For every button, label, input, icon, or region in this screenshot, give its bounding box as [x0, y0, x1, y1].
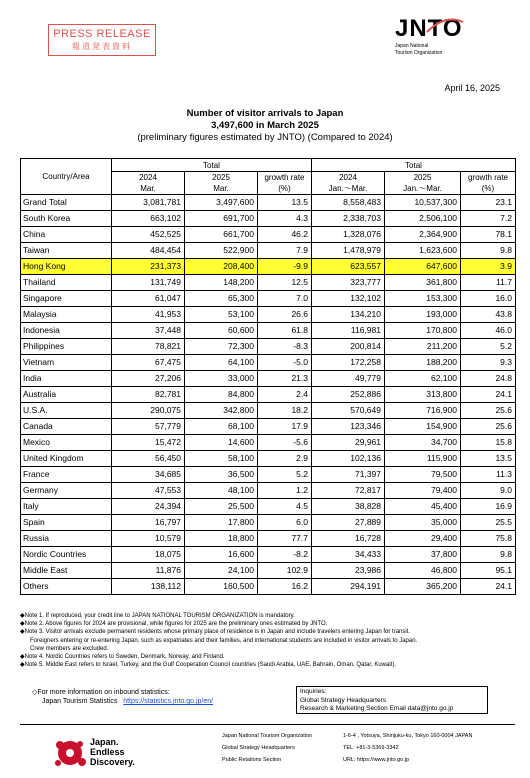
release-date: April 16, 2025	[444, 83, 500, 93]
mar-2025-cell: 14,600	[185, 435, 258, 451]
mar-2025-cell: 18,800	[185, 531, 258, 547]
inquiries-box	[296, 686, 488, 714]
mar-2024-cell: 34,685	[112, 467, 185, 483]
mar-2024-cell: 16,797	[112, 515, 185, 531]
col-2025-cum: 2025	[385, 172, 461, 184]
mar-growth-cell: -9.9	[258, 259, 312, 275]
note-4: ◆Note 4. Nordic Countries refers to Sweden, Denmark, Norway, and Finland.	[20, 654, 225, 661]
cum-2024-cell: 38,828	[312, 499, 385, 515]
mar-2025-cell: 24,100	[185, 563, 258, 579]
country-cell: Spain	[21, 515, 112, 531]
cum-2024-cell: 34,433	[312, 547, 385, 563]
cum-2025-cell: 79,500	[385, 467, 461, 483]
col-2024-mar: 2024	[112, 172, 185, 184]
footer-org-1: Japan National Tourism Organization	[222, 733, 313, 739]
endless-discovery-logo	[52, 733, 142, 773]
press-release-jp-label: 報道発表資料	[72, 42, 132, 51]
cum-growth-cell: 9.0	[461, 483, 516, 499]
brand-line-3: Discovery.	[90, 757, 135, 767]
table-row	[21, 451, 516, 467]
cum-2025-cell: 716,900	[385, 403, 461, 419]
cum-2024-cell: 2,338,703	[312, 211, 385, 227]
country-cell: Mexico	[21, 435, 112, 451]
cumulative-total-header: Total	[312, 159, 516, 172]
mar-2024-cell: 484,454	[112, 243, 185, 259]
mar-2025-cell: 3,497,600	[185, 195, 258, 211]
table-row	[21, 531, 516, 547]
footer-tel: TEL: +81-3-5369-3342	[343, 745, 399, 751]
cum-growth-cell: 78.1	[461, 227, 516, 243]
cum-2025-cell: 34,700	[385, 435, 461, 451]
footer-org-2: Global Strategy Headquarters	[222, 745, 295, 751]
mar-2025-cell: 148,200	[185, 275, 258, 291]
note-1: ◆Note 1. If reproduced, your credit line to JAPAN NATIONAL TOURISM ORGANIZATION is mandatory.	[20, 613, 295, 619]
cum-2025-cell: 115,900	[385, 451, 461, 467]
table-row	[21, 259, 516, 275]
mar-growth-cell: -5.0	[258, 355, 312, 371]
cum-2024-cell: 172,258	[312, 355, 385, 371]
table-row	[21, 371, 516, 387]
country-cell: China	[21, 227, 112, 243]
cum-2024-cell: 16,728	[312, 531, 385, 547]
mar-2025-cell: 65,300	[185, 291, 258, 307]
mar-growth-cell: 61.8	[258, 323, 312, 339]
mar-growth-cell: 102.9	[258, 563, 312, 579]
cum-growth-cell: 7.2	[461, 211, 516, 227]
mar-2024-cell: 663,102	[112, 211, 185, 227]
mar-growth-cell: 18.2	[258, 403, 312, 419]
country-cell: Malaysia	[21, 307, 112, 323]
cum-2024-cell: 1,328,076	[312, 227, 385, 243]
cum-growth-cell: 25.5	[461, 515, 516, 531]
mar-2025-cell: 36,500	[185, 467, 258, 483]
cum-2024-cell: 23,986	[312, 563, 385, 579]
table-row	[21, 307, 516, 323]
mar-2024-cell: 3,081,781	[112, 195, 185, 211]
cum-2025-cell: 188,200	[385, 355, 461, 371]
cum-2025-cell: 365,200	[385, 579, 461, 595]
table-row	[21, 275, 516, 291]
cum-2025-cell: 647,600	[385, 259, 461, 275]
cum-2024-cell: 27,889	[312, 515, 385, 531]
footer-org-3: Public Relations Section	[222, 757, 282, 763]
cum-2024-cell: 72,817	[312, 483, 385, 499]
mar-2024-cell: 131,749	[112, 275, 185, 291]
cum-2025-cell: 153,300	[385, 291, 461, 307]
footer-divider	[20, 724, 515, 725]
cum-2025-cell: 1,623,600	[385, 243, 461, 259]
table-row	[21, 563, 516, 579]
cum-2025-cell: 2,364,900	[385, 227, 461, 243]
mar-2025-cell: 160,500	[185, 579, 258, 595]
mar-growth-cell: 2.9	[258, 451, 312, 467]
mar-2024-cell: 57,779	[112, 419, 185, 435]
country-cell: Canada	[21, 419, 112, 435]
table-row	[21, 339, 516, 355]
inquiries-line-1: Global Strategy Headquarters	[300, 696, 386, 704]
cum-2025-cell: 35,000	[385, 515, 461, 531]
table-row	[21, 515, 516, 531]
mar-2025-cell: 522,900	[185, 243, 258, 259]
mar-2025-cell: 53,100	[185, 307, 258, 323]
mar-2024-cell: 37,448	[112, 323, 185, 339]
cum-2025-cell: 193,000	[385, 307, 461, 323]
cum-growth-cell: 15.8	[461, 435, 516, 451]
mar-growth-cell: 2.4	[258, 387, 312, 403]
col-2024-mar-period: Mar.	[112, 183, 185, 195]
table-row	[21, 579, 516, 595]
mar-growth-cell: 7.0	[258, 291, 312, 307]
country-cell: Australia	[21, 387, 112, 403]
mar-2024-cell: 78,821	[112, 339, 185, 355]
footer-contact	[343, 730, 472, 766]
cum-growth-cell: 9.8	[461, 243, 516, 259]
cum-growth-cell: 25.6	[461, 403, 516, 419]
mar-2024-cell: 82,781	[112, 387, 185, 403]
mar-2025-cell: 33,000	[185, 371, 258, 387]
country-cell: Nordic Countries	[21, 547, 112, 563]
table-row	[21, 291, 516, 307]
mar-2025-cell: 208,400	[185, 259, 258, 275]
col-2025-mar-period: Mar.	[185, 183, 258, 195]
visitor-table	[20, 158, 515, 595]
inquiries-line-2: Research & Marketing Section Email	[300, 705, 406, 712]
mar-growth-cell: 26.6	[258, 307, 312, 323]
country-cell: Middle East	[21, 563, 112, 579]
table-row	[21, 355, 516, 371]
cum-growth-cell: 24.1	[461, 387, 516, 403]
cum-2025-cell: 29,400	[385, 531, 461, 547]
note-3: ◆Note 3. Visitor arrivals exclude permanent residents whose primary place of residence is in Japan and include travelers entering Japan for transit.	[20, 629, 411, 636]
country-cell: U.S.A.	[21, 403, 112, 419]
mar-2025-cell: 661,700	[185, 227, 258, 243]
mar-2024-cell: 290,075	[112, 403, 185, 419]
cum-growth-cell: 5.2	[461, 339, 516, 355]
table-row	[21, 211, 516, 227]
cum-growth-cell: 75.8	[461, 531, 516, 547]
mar-growth-cell: 4.3	[258, 211, 312, 227]
cum-2024-cell: 49,779	[312, 371, 385, 387]
country-cell: France	[21, 467, 112, 483]
note-2: ◆Note 2. Above figures for 2024 are provisional, while figures for 2025 are the preliminary ones estimated by JNTO.	[20, 621, 328, 628]
country-col-header: Country/Area	[21, 159, 112, 195]
mar-growth-cell: 17.9	[258, 419, 312, 435]
cum-2024-cell: 134,210	[312, 307, 385, 323]
mar-growth-cell: 6.0	[258, 515, 312, 531]
mar-2024-cell: 56,450	[112, 451, 185, 467]
table-row	[21, 483, 516, 499]
statistics-info	[32, 688, 213, 706]
country-cell: Germany	[21, 483, 112, 499]
table-row	[21, 227, 516, 243]
cum-2025-cell: 361,800	[385, 275, 461, 291]
cum-growth-cell: 16.0	[461, 291, 516, 307]
mar-2025-cell: 60,600	[185, 323, 258, 339]
mar-growth-cell: 16.2	[258, 579, 312, 595]
footer-address: 1-6-4 , Yotsuya, Shinjuku-ku, Tokyo 160-0004 JAPAN	[343, 733, 473, 739]
mar-2024-cell: 27,206	[112, 371, 185, 387]
press-release-badge	[48, 24, 156, 56]
mar-growth-cell: 21.3	[258, 371, 312, 387]
country-cell: Grand Total	[21, 195, 112, 211]
mar-growth-cell: 46.2	[258, 227, 312, 243]
cum-2025-cell: 211,200	[385, 339, 461, 355]
mar-2025-cell: 48,100	[185, 483, 258, 499]
mar-growth-cell: -8.2	[258, 547, 312, 563]
table-row	[21, 387, 516, 403]
mar-2025-cell: 342,800	[185, 403, 258, 419]
country-cell: Taiwan	[21, 243, 112, 259]
cum-growth-cell: 13.5	[461, 451, 516, 467]
table-body	[21, 195, 516, 595]
col-2025-mar: 2025	[185, 172, 258, 184]
cum-2025-cell: 170,800	[385, 323, 461, 339]
cum-2025-cell: 45,400	[385, 499, 461, 515]
mar-2024-cell: 11,876	[112, 563, 185, 579]
title-line-1: Number of visitor arrivals to Japan	[186, 108, 344, 119]
country-cell: Indonesia	[21, 323, 112, 339]
col-2024-cum-period: Jan.～Mar.	[312, 183, 385, 195]
cum-2024-cell: 252,886	[312, 387, 385, 403]
logo-subtitle-1: Japan National	[395, 43, 429, 49]
mar-2025-cell: 58,100	[185, 451, 258, 467]
cum-growth-cell: 95.1	[461, 563, 516, 579]
inquiries-title: Inquiries:	[300, 688, 327, 695]
mar-2025-cell: 16,600	[185, 547, 258, 563]
table-row	[21, 499, 516, 515]
mar-growth-cell: -5.6	[258, 435, 312, 451]
info-label: Japan Tourism Statistics	[42, 698, 118, 705]
cum-growth-cell: 24.8	[461, 371, 516, 387]
monthly-total-header: Total	[112, 159, 312, 172]
mar-2025-cell: 84,800	[185, 387, 258, 403]
cum-2025-cell: 46,800	[385, 563, 461, 579]
table-row	[21, 323, 516, 339]
note-3-cont-2: Crew members are excluded.	[30, 645, 109, 652]
note-5: ◆Note 5. Middle East refers to Israel, Turkey, and the Gulf Cooperation Council countries (Saudi Arabia, UAE, Bahrain, Oman, Qatar, Kuwait).	[20, 662, 397, 669]
mar-2025-cell: 64,100	[185, 355, 258, 371]
cum-growth-cell: 11.3	[461, 467, 516, 483]
document-title	[0, 108, 530, 144]
info-line: ◇For more information on inbound statistics:	[32, 689, 170, 696]
country-cell: South Korea	[21, 211, 112, 227]
country-cell: Singapore	[21, 291, 112, 307]
table-row	[21, 403, 516, 419]
jnto-logo	[395, 16, 475, 62]
mar-2025-cell: 25,500	[185, 499, 258, 515]
mar-2024-cell: 138,112	[112, 579, 185, 595]
mar-growth-cell: 13.5	[258, 195, 312, 211]
cum-growth-cell: 46.0	[461, 323, 516, 339]
cum-2025-cell: 313,800	[385, 387, 461, 403]
country-cell: United Kingdom	[21, 451, 112, 467]
cum-2025-cell: 37,800	[385, 547, 461, 563]
mar-2024-cell: 452,525	[112, 227, 185, 243]
table-row	[21, 435, 516, 451]
mar-2025-cell: 72,300	[185, 339, 258, 355]
title-line-2: 3,497,600 in March 2025	[211, 120, 319, 131]
cum-2024-cell: 116,981	[312, 323, 385, 339]
mar-2025-cell: 17,800	[185, 515, 258, 531]
cum-2025-cell: 62,100	[385, 371, 461, 387]
cum-2024-cell: 570,649	[312, 403, 385, 419]
cum-2024-cell: 200,814	[312, 339, 385, 355]
cum-growth-cell: 23.1	[461, 195, 516, 211]
cum-2024-cell: 29,961	[312, 435, 385, 451]
cum-growth-cell: 43.8	[461, 307, 516, 323]
country-cell: Russia	[21, 531, 112, 547]
footer-organization	[222, 730, 312, 766]
cum-2024-cell: 623,557	[312, 259, 385, 275]
cum-growth-cell: 3.9	[461, 259, 516, 275]
statistics-link[interactable]: https://statistics.jnto.go.jp/en/	[123, 698, 214, 705]
mar-2025-cell: 68,100	[185, 419, 258, 435]
country-cell: Philippines	[21, 339, 112, 355]
cum-2024-cell: 294,191	[312, 579, 385, 595]
mar-2024-cell: 67,475	[112, 355, 185, 371]
mar-2024-cell: 15,472	[112, 435, 185, 451]
col-growth-mar: growth rate	[258, 172, 312, 184]
cum-2024-cell: 102,136	[312, 451, 385, 467]
mar-growth-cell: 4.5	[258, 499, 312, 515]
country-cell: Thailand	[21, 275, 112, 291]
table-row	[21, 419, 516, 435]
logo-subtitle-2: Tourism Organization	[395, 50, 443, 56]
cum-growth-cell: 25.6	[461, 419, 516, 435]
table-row	[21, 467, 516, 483]
cum-growth-cell: 24.1	[461, 579, 516, 595]
table-row	[21, 195, 516, 211]
col-2024-cum: 2024	[312, 172, 385, 184]
cum-2025-cell: 2,506,100	[385, 211, 461, 227]
mar-2024-cell: 61,047	[112, 291, 185, 307]
brand-line-1: Japan.	[90, 737, 119, 747]
cum-2024-cell: 8,558,483	[312, 195, 385, 211]
blossom-icon	[52, 735, 88, 771]
country-cell: Others	[21, 579, 112, 595]
cum-2025-cell: 79,400	[385, 483, 461, 499]
cum-growth-cell: 9.8	[461, 547, 516, 563]
table-row	[21, 547, 516, 563]
inquiries-email[interactable]: data@jnto.go.jp	[407, 705, 454, 712]
title-line-3: (preliminary figures estimated by JNTO) (Compared to 2024)	[137, 132, 393, 143]
country-cell: Vietnam	[21, 355, 112, 371]
press-release-label: PRESS RELEASE	[53, 28, 151, 40]
cum-2025-cell: 154,900	[385, 419, 461, 435]
col-2025-cum-period: Jan.～Mar.	[385, 183, 461, 195]
mar-growth-cell: 1.2	[258, 483, 312, 499]
mar-growth-cell: 12.5	[258, 275, 312, 291]
mar-growth-cell: 77.7	[258, 531, 312, 547]
mar-2025-cell: 691,700	[185, 211, 258, 227]
col-growth-cum: growth rate	[461, 172, 516, 184]
cum-growth-cell: 11.7	[461, 275, 516, 291]
cum-2024-cell: 123,346	[312, 419, 385, 435]
mar-growth-cell: 5.2	[258, 467, 312, 483]
cum-growth-cell: 9.3	[461, 355, 516, 371]
col-growth-cum-unit: (%)	[461, 183, 516, 195]
cum-2024-cell: 132,102	[312, 291, 385, 307]
country-cell: Italy	[21, 499, 112, 515]
cum-2024-cell: 1,478,979	[312, 243, 385, 259]
cum-2024-cell: 323,777	[312, 275, 385, 291]
mar-2024-cell: 10,579	[112, 531, 185, 547]
mar-2024-cell: 18,075	[112, 547, 185, 563]
cum-growth-cell: 16.9	[461, 499, 516, 515]
mar-2024-cell: 47,553	[112, 483, 185, 499]
logo-swoosh-icon	[425, 18, 465, 34]
country-cell: Hong Kong	[21, 259, 112, 275]
table-row	[21, 243, 516, 259]
mar-2024-cell: 231,373	[112, 259, 185, 275]
mar-growth-cell: -8.3	[258, 339, 312, 355]
logo-word: JNTO	[395, 15, 463, 42]
note-3-cont-1: Foreigners entering or re-entering Japan, such as expatriates and their families, and international students are included in visitor arrivals to Japan.	[30, 637, 418, 644]
footer-url[interactable]: URL: https://www.jnto.go.jp	[343, 757, 410, 763]
notes-section	[20, 612, 515, 669]
col-growth-mar-unit: (%)	[258, 183, 312, 195]
mar-2024-cell: 41,953	[112, 307, 185, 323]
mar-growth-cell: 7.9	[258, 243, 312, 259]
cum-2024-cell: 71,397	[312, 467, 385, 483]
country-cell: India	[21, 371, 112, 387]
mar-2024-cell: 24,394	[112, 499, 185, 515]
brand-line-2: Endless	[90, 747, 125, 757]
cum-2025-cell: 10,537,300	[385, 195, 461, 211]
